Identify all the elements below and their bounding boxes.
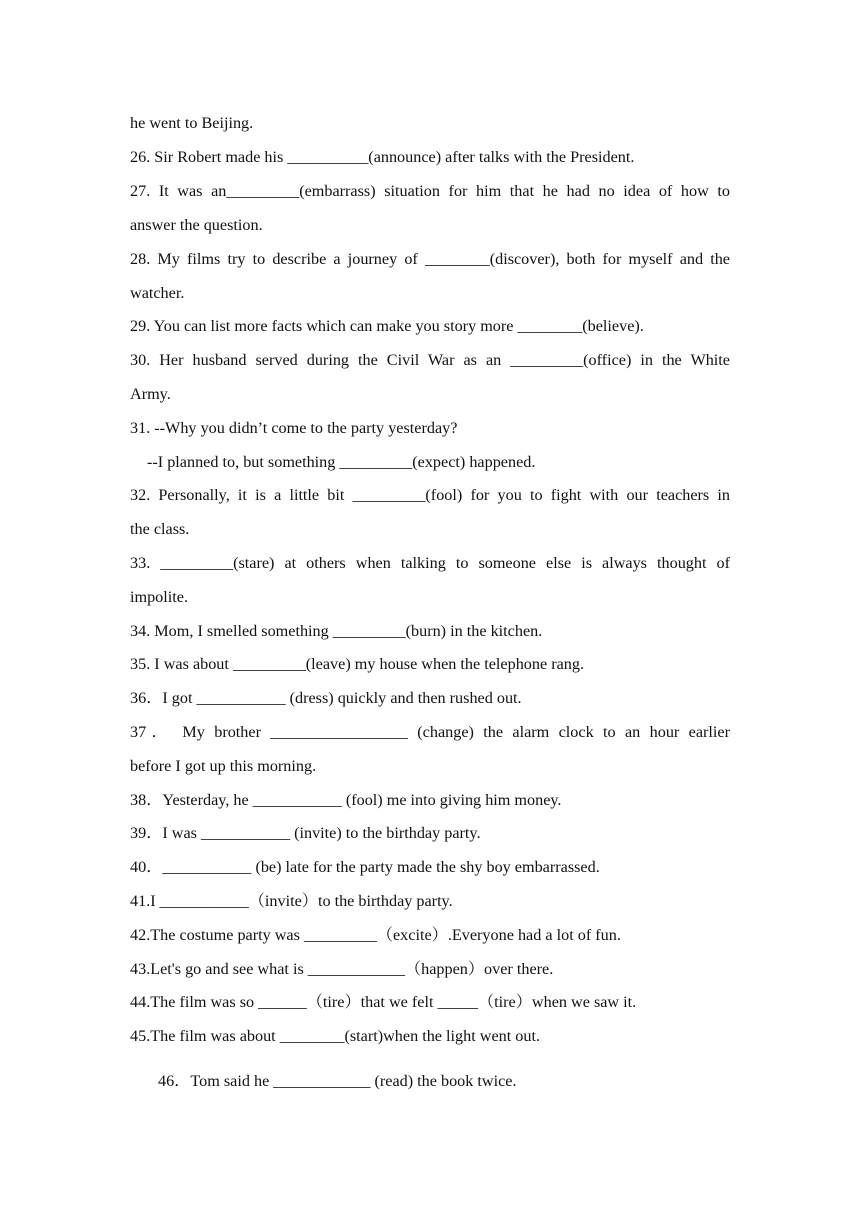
question-40: 40．___________ (be) late for the party made the shy boy embarrassed. xyxy=(130,858,600,876)
question-34: 34. Mom, I smelled something _________(burn) in the kitchen. xyxy=(130,622,543,640)
text-line: he went to Beijing. xyxy=(130,114,254,132)
question-26: 26. Sir Robert made his __________(announce) after talks with the President. xyxy=(130,148,635,166)
text-line: Army. xyxy=(130,385,171,403)
question-31: 31. --Why you didn’t come to the party yesterday? xyxy=(130,419,458,437)
question-44: 44.The film was so ______（tire）that we felt _____（tire）when we saw it. xyxy=(130,993,637,1011)
question-46: 46．Tom said he ____________ (read) the book twice. xyxy=(158,1072,517,1090)
question-39: 39．I was ___________ (invite) to the birthday party. xyxy=(130,824,481,842)
question-41: 41.I ___________（invite）to the birthday party. xyxy=(130,892,453,910)
question-35: 35. I was about _________(leave) my house when the telephone rang. xyxy=(130,655,585,673)
text-line: watcher. xyxy=(130,284,185,302)
question-45: 45.The film was about ________(start)when the light went out. xyxy=(130,1027,541,1045)
question-30: 30. Her husband served during the Civil War as an _________(office) in the White xyxy=(130,351,730,369)
question-29: 29. You can list more facts which can make you story more ________(believe). xyxy=(130,317,644,335)
question-28: 28. My films try to describe a journey of ________(discover), both for myself and the xyxy=(130,250,730,268)
question-43: 43.Let's go and see what is ____________（happen）over there. xyxy=(130,960,554,978)
question-37: 37． My brother _________________ (change) the alarm clock to an hour earlier xyxy=(130,723,730,741)
question-32: 32. Personally, it is a little bit _________(fool) for you to fight with our teachers in xyxy=(130,486,730,504)
question-33: 33. _________(stare) at others when talking to someone else is always thought of xyxy=(130,554,730,572)
text-line: impolite. xyxy=(130,588,188,606)
question-31-answer: --I planned to, but something _________(expect) happened. xyxy=(147,453,536,471)
question-42: 42.The costume party was _________（excite）.Everyone had a lot of fun. xyxy=(130,926,621,944)
question-38: 38．Yesterday, he ___________ (fool) me into giving him money. xyxy=(130,791,562,809)
question-27: 27. It was an_________(embarrass) situation for him that he had no idea of how to xyxy=(130,182,730,200)
text-line: answer the question. xyxy=(130,216,263,234)
text-line: the class. xyxy=(130,520,190,538)
text-line: before I got up this morning. xyxy=(130,757,317,775)
question-36: 36．I got ___________ (dress) quickly and then rushed out. xyxy=(130,689,522,707)
